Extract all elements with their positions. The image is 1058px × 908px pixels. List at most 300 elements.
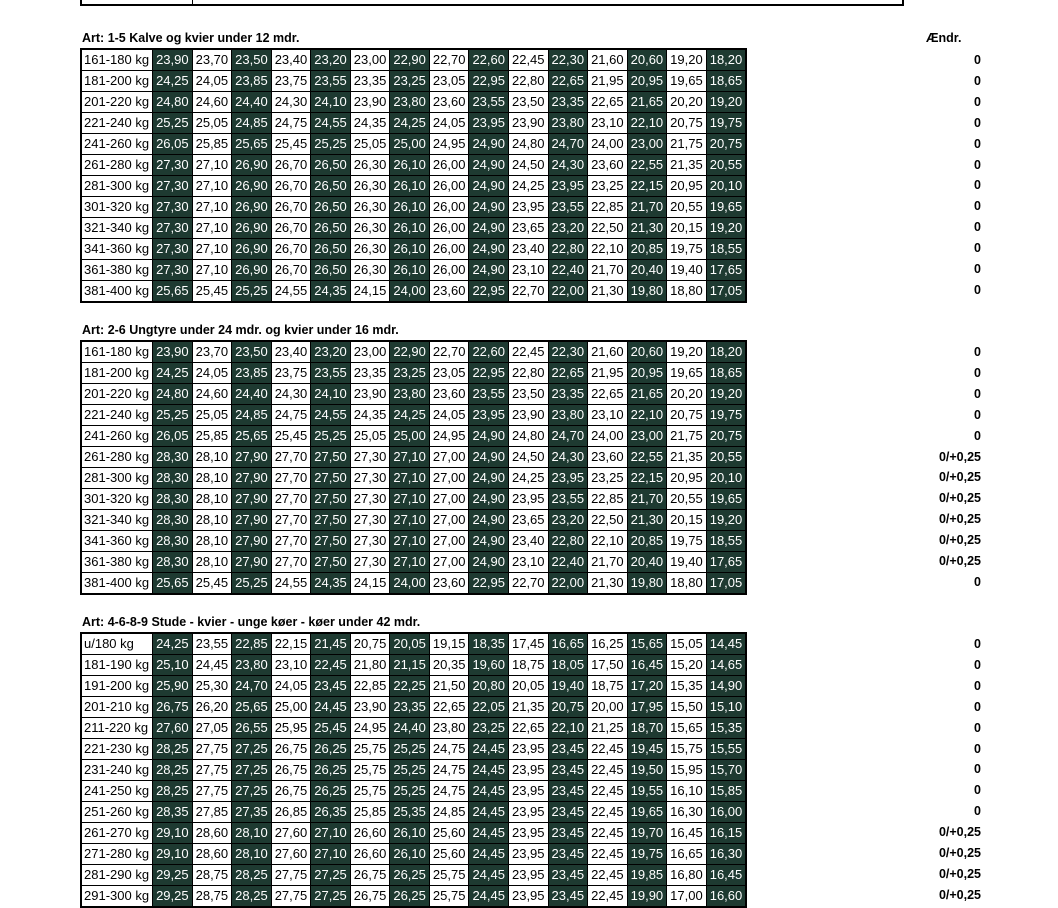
weight-class-label: 281-290 kg bbox=[81, 865, 153, 886]
price-cell: 15,50 bbox=[667, 697, 707, 718]
price-cell: 26,00 bbox=[429, 197, 469, 218]
price-cell: 26,10 bbox=[390, 823, 430, 844]
change-value: 0 bbox=[974, 345, 981, 359]
price-cell: 22,30 bbox=[548, 341, 588, 363]
price-cell: 27,30 bbox=[350, 531, 390, 552]
table-row bbox=[81, 489, 746, 510]
price-cell: 23,95 bbox=[508, 781, 548, 802]
price-cell: 23,65 bbox=[508, 218, 548, 239]
change-value: 0 bbox=[974, 428, 981, 443]
price-cell: 19,75 bbox=[706, 113, 746, 134]
price-cell: 24,30 bbox=[548, 155, 588, 176]
price-cell: 18,35 bbox=[469, 633, 509, 655]
price-cell: 27,70 bbox=[271, 531, 311, 552]
price-cell: 28,30 bbox=[153, 468, 193, 489]
price-cell: 24,75 bbox=[271, 405, 311, 426]
price-cell: 25,30 bbox=[192, 676, 232, 697]
price-cell: 26,25 bbox=[311, 739, 351, 760]
price-cell: 24,90 bbox=[469, 260, 509, 281]
price-cell: 25,95 bbox=[271, 718, 311, 739]
price-cell: 15,70 bbox=[706, 760, 746, 781]
price-cell: 20,95 bbox=[627, 363, 667, 384]
price-cell: 28,30 bbox=[153, 489, 193, 510]
price-cell: 27,70 bbox=[271, 447, 311, 468]
price-cell: 27,85 bbox=[192, 802, 232, 823]
price-cell: 23,40 bbox=[271, 49, 311, 71]
price-cell: 23,55 bbox=[192, 633, 232, 655]
price-cell: 26,00 bbox=[429, 218, 469, 239]
price-cell: 18,80 bbox=[667, 281, 707, 303]
price-cell: 28,10 bbox=[192, 552, 232, 573]
price-cell: 15,20 bbox=[667, 655, 707, 676]
price-cell: 23,80 bbox=[232, 655, 272, 676]
price-cell: 19,50 bbox=[627, 760, 667, 781]
price-cell: 27,10 bbox=[192, 260, 232, 281]
weight-class-label: 381-400 kg bbox=[81, 281, 153, 303]
price-cell: 16,30 bbox=[706, 844, 746, 865]
change-value: 0 bbox=[974, 720, 981, 735]
price-cell: 26,30 bbox=[350, 260, 390, 281]
price-cell: 21,95 bbox=[588, 71, 628, 92]
price-cell: 22,45 bbox=[508, 49, 548, 71]
price-cell: 20,55 bbox=[667, 197, 707, 218]
price-cell: 19,75 bbox=[627, 844, 667, 865]
price-cell: 26,90 bbox=[232, 176, 272, 197]
price-cell: 24,85 bbox=[429, 802, 469, 823]
price-cell: 16,30 bbox=[667, 802, 707, 823]
table-row bbox=[81, 844, 746, 865]
price-cell: 22,60 bbox=[469, 341, 509, 363]
price-cell: 20,00 bbox=[588, 697, 628, 718]
price-cell: 24,90 bbox=[469, 155, 509, 176]
price-cell: 28,35 bbox=[153, 802, 193, 823]
price-cell: 27,10 bbox=[192, 239, 232, 260]
price-cell: 17,05 bbox=[706, 573, 746, 595]
table-row bbox=[81, 49, 746, 71]
price-cell: 22,80 bbox=[548, 531, 588, 552]
change-value: 0 bbox=[974, 783, 981, 798]
price-cell: 23,60 bbox=[429, 573, 469, 595]
price-cell: 27,00 bbox=[429, 489, 469, 510]
price-cell: 23,25 bbox=[390, 363, 430, 384]
price-cell: 18,65 bbox=[706, 363, 746, 384]
change-value: 0/+0,25 bbox=[938, 491, 981, 506]
price-cell: 23,60 bbox=[429, 92, 469, 113]
price-cell: 15,05 bbox=[667, 633, 707, 655]
price-cell: 27,00 bbox=[429, 552, 469, 573]
price-cell: 26,70 bbox=[271, 260, 311, 281]
price-cell: 25,75 bbox=[350, 760, 390, 781]
price-cell: 28,30 bbox=[153, 510, 193, 531]
price-cell: 25,85 bbox=[350, 802, 390, 823]
price-cell: 25,85 bbox=[192, 134, 232, 155]
price-cell: 16,65 bbox=[548, 633, 588, 655]
price-cell: 27,70 bbox=[271, 552, 311, 573]
price-cell: 22,45 bbox=[588, 823, 628, 844]
price-cell: 27,30 bbox=[350, 489, 390, 510]
change-value: 0 bbox=[974, 178, 981, 193]
price-cell: 27,10 bbox=[390, 447, 430, 468]
price-cell: 21,95 bbox=[588, 363, 628, 384]
price-cell: 22,05 bbox=[469, 697, 509, 718]
price-cell: 19,20 bbox=[667, 341, 707, 363]
price-cell: 27,50 bbox=[311, 489, 351, 510]
price-cell: 27,30 bbox=[350, 510, 390, 531]
change-value: 0 bbox=[974, 73, 981, 88]
price-cell: 23,60 bbox=[429, 281, 469, 303]
price-cell: 23,10 bbox=[508, 260, 548, 281]
price-cell: 23,90 bbox=[350, 697, 390, 718]
price-cell: 21,65 bbox=[627, 92, 667, 113]
price-cell: 24,35 bbox=[350, 405, 390, 426]
price-cell: 17,05 bbox=[706, 281, 746, 303]
price-cell: 20,10 bbox=[706, 176, 746, 197]
change-value: 0 bbox=[974, 220, 981, 235]
price-cell: 23,90 bbox=[350, 384, 390, 405]
price-cell: 18,20 bbox=[706, 341, 746, 363]
table-row bbox=[81, 633, 746, 655]
price-cell: 23,60 bbox=[429, 384, 469, 405]
price-cell: 27,10 bbox=[390, 552, 430, 573]
price-cell: 24,95 bbox=[429, 426, 469, 447]
price-cell: 23,90 bbox=[350, 92, 390, 113]
price-cell: 22,70 bbox=[508, 573, 548, 595]
price-cell: 24,90 bbox=[469, 239, 509, 260]
change-value: 0 bbox=[974, 574, 981, 589]
price-cell: 23,95 bbox=[508, 489, 548, 510]
price-cell: 23,35 bbox=[548, 384, 588, 405]
price-cell: 23,40 bbox=[508, 239, 548, 260]
table-row bbox=[81, 781, 746, 802]
price-cell: 20,15 bbox=[667, 218, 707, 239]
weight-class-label: 271-280 kg bbox=[81, 844, 153, 865]
price-cell: 26,00 bbox=[429, 260, 469, 281]
price-cell: 27,25 bbox=[232, 739, 272, 760]
price-cell: 25,25 bbox=[153, 405, 193, 426]
price-cell: 26,30 bbox=[350, 239, 390, 260]
price-cell: 27,30 bbox=[153, 218, 193, 239]
price-cell: 24,60 bbox=[192, 384, 232, 405]
price-cell: 14,90 bbox=[706, 676, 746, 697]
price-cell: 17,00 bbox=[667, 886, 707, 908]
price-cell: 25,45 bbox=[311, 718, 351, 739]
price-cell: 15,35 bbox=[667, 676, 707, 697]
price-cell: 19,75 bbox=[706, 405, 746, 426]
price-cell: 21,50 bbox=[429, 676, 469, 697]
price-cell: 20,55 bbox=[706, 447, 746, 468]
price-cell: 22,70 bbox=[429, 49, 469, 71]
price-cell: 23,70 bbox=[192, 341, 232, 363]
price-cell: 25,25 bbox=[390, 760, 430, 781]
price-cell: 20,20 bbox=[667, 92, 707, 113]
price-cell: 14,45 bbox=[706, 633, 746, 655]
price-cell: 26,25 bbox=[390, 886, 430, 908]
price-cell: 24,25 bbox=[153, 633, 193, 655]
price-cell: 27,10 bbox=[390, 489, 430, 510]
price-cell: 23,10 bbox=[508, 552, 548, 573]
price-cell: 27,10 bbox=[311, 823, 351, 844]
price-cell: 24,00 bbox=[588, 426, 628, 447]
price-cell: 28,60 bbox=[192, 844, 232, 865]
price-cell: 20,95 bbox=[667, 176, 707, 197]
price-cell: 23,35 bbox=[390, 697, 430, 718]
weight-class-label: 341-360 kg bbox=[81, 239, 153, 260]
price-cell: 25,00 bbox=[271, 697, 311, 718]
price-cell: 24,25 bbox=[390, 405, 430, 426]
price-cell: 26,30 bbox=[350, 176, 390, 197]
price-cell: 19,15 bbox=[429, 633, 469, 655]
price-cell: 23,55 bbox=[548, 489, 588, 510]
price-cell: 23,80 bbox=[390, 384, 430, 405]
price-cell: 27,10 bbox=[390, 531, 430, 552]
price-cell: 22,65 bbox=[508, 718, 548, 739]
price-cell: 20,10 bbox=[706, 468, 746, 489]
weight-class-label: 241-260 kg bbox=[81, 426, 153, 447]
price-cell: 27,90 bbox=[232, 552, 272, 573]
price-cell: 20,75 bbox=[706, 134, 746, 155]
price-cell: 24,75 bbox=[429, 760, 469, 781]
price-cell: 25,25 bbox=[232, 573, 272, 595]
price-cell: 23,25 bbox=[588, 176, 628, 197]
price-cell: 24,15 bbox=[350, 573, 390, 595]
price-cell: 24,80 bbox=[153, 92, 193, 113]
price-cell: 23,95 bbox=[508, 739, 548, 760]
price-cell: 23,40 bbox=[508, 531, 548, 552]
change-value: 0 bbox=[974, 136, 981, 151]
price-cell: 26,10 bbox=[390, 218, 430, 239]
price-cell: 26,75 bbox=[350, 865, 390, 886]
price-cell: 24,05 bbox=[429, 405, 469, 426]
price-cell: 26,25 bbox=[311, 781, 351, 802]
price-cell: 26,50 bbox=[311, 155, 351, 176]
price-cell: 20,80 bbox=[469, 676, 509, 697]
price-cell: 24,90 bbox=[469, 510, 509, 531]
price-cell: 18,55 bbox=[706, 239, 746, 260]
price-cell: 22,15 bbox=[627, 176, 667, 197]
price-cell: 21,75 bbox=[667, 134, 707, 155]
price-cell: 16,65 bbox=[667, 844, 707, 865]
price-cell: 25,60 bbox=[429, 844, 469, 865]
price-cell: 27,30 bbox=[153, 197, 193, 218]
price-cell: 23,35 bbox=[548, 92, 588, 113]
weight-class-label: 321-340 kg bbox=[81, 218, 153, 239]
price-cell: 15,95 bbox=[667, 760, 707, 781]
change-value: 0 bbox=[974, 678, 981, 693]
price-cell: 27,25 bbox=[232, 781, 272, 802]
price-cell: 24,55 bbox=[271, 281, 311, 303]
price-cell: 25,25 bbox=[390, 781, 430, 802]
price-cell: 29,25 bbox=[153, 886, 193, 908]
price-cell: 22,45 bbox=[588, 781, 628, 802]
price-cell: 20,40 bbox=[627, 552, 667, 573]
price-cell: 24,75 bbox=[271, 113, 311, 134]
weight-class-label: 361-380 kg bbox=[81, 260, 153, 281]
price-cell: 20,95 bbox=[667, 468, 707, 489]
price-cell: 24,00 bbox=[588, 134, 628, 155]
price-cell: 27,30 bbox=[153, 260, 193, 281]
change-value: 0 bbox=[974, 199, 981, 214]
price-cell: 23,85 bbox=[232, 71, 272, 92]
price-cell: 24,90 bbox=[469, 426, 509, 447]
price-cell: 24,90 bbox=[469, 489, 509, 510]
price-cell: 23,95 bbox=[548, 468, 588, 489]
weight-class-label: 181-200 kg bbox=[81, 363, 153, 384]
weight-class-label: 211-220 kg bbox=[81, 718, 153, 739]
price-cell: 25,10 bbox=[153, 655, 193, 676]
price-cell: 24,75 bbox=[429, 781, 469, 802]
price-cell: 26,30 bbox=[350, 197, 390, 218]
price-cell: 23,90 bbox=[153, 341, 193, 363]
price-cell: 19,65 bbox=[667, 363, 707, 384]
price-cell: 20,85 bbox=[627, 531, 667, 552]
price-cell: 26,25 bbox=[311, 760, 351, 781]
price-cell: 24,45 bbox=[469, 844, 509, 865]
change-value: 0 bbox=[974, 407, 981, 422]
price-cell: 23,50 bbox=[232, 49, 272, 71]
price-cell: 16,80 bbox=[667, 865, 707, 886]
weight-class-label: 221-240 kg bbox=[81, 113, 153, 134]
price-cell: 23,95 bbox=[508, 823, 548, 844]
price-cell: 24,00 bbox=[390, 281, 430, 303]
price-cell: 25,65 bbox=[232, 426, 272, 447]
price-cell: 15,65 bbox=[667, 718, 707, 739]
price-cell: 19,20 bbox=[706, 384, 746, 405]
price-cell: 27,30 bbox=[350, 552, 390, 573]
price-cell: 25,45 bbox=[271, 134, 311, 155]
price-cell: 26,10 bbox=[390, 176, 430, 197]
price-cell: 27,75 bbox=[192, 760, 232, 781]
price-cell: 23,45 bbox=[311, 676, 351, 697]
price-cell: 26,50 bbox=[311, 239, 351, 260]
price-cell: 24,45 bbox=[469, 739, 509, 760]
price-cell: 22,95 bbox=[469, 363, 509, 384]
price-cell: 24,95 bbox=[429, 134, 469, 155]
price-cell: 28,60 bbox=[192, 823, 232, 844]
price-cell: 27,90 bbox=[232, 531, 272, 552]
price-cell: 21,15 bbox=[390, 655, 430, 676]
price-cell: 23,00 bbox=[350, 49, 390, 71]
price-cell: 28,10 bbox=[232, 823, 272, 844]
price-cell: 22,45 bbox=[588, 802, 628, 823]
price-cell: 22,65 bbox=[429, 697, 469, 718]
price-cell: 24,90 bbox=[469, 218, 509, 239]
price-cell: 21,30 bbox=[588, 573, 628, 595]
price-cell: 23,55 bbox=[311, 71, 351, 92]
change-value: 0/+0,25 bbox=[938, 449, 981, 464]
price-cell: 27,30 bbox=[153, 239, 193, 260]
price-cell: 25,25 bbox=[311, 426, 351, 447]
price-cell: 28,25 bbox=[153, 781, 193, 802]
price-cell: 23,40 bbox=[271, 341, 311, 363]
section-title: Art: 4-6-8-9 Stude - kvier - unge køer - køer under 42 mdr. bbox=[82, 615, 421, 629]
change-value: 0/+0,25 bbox=[938, 470, 981, 485]
price-cell: 27,00 bbox=[429, 447, 469, 468]
price-cell: 24,40 bbox=[232, 92, 272, 113]
price-cell: 19,80 bbox=[627, 573, 667, 595]
price-cell: 23,50 bbox=[508, 92, 548, 113]
price-cell: 23,55 bbox=[469, 384, 509, 405]
change-value: 0 bbox=[974, 262, 981, 276]
price-cell: 26,70 bbox=[271, 218, 311, 239]
price-cell: 24,90 bbox=[469, 176, 509, 197]
price-cell: 23,60 bbox=[588, 447, 628, 468]
change-value: 0/+0,25 bbox=[938, 846, 981, 860]
price-cell: 19,65 bbox=[667, 71, 707, 92]
price-cell: 26,10 bbox=[390, 239, 430, 260]
price-cell: 22,80 bbox=[508, 363, 548, 384]
price-cell: 24,60 bbox=[192, 92, 232, 113]
price-cell: 27,75 bbox=[192, 781, 232, 802]
price-cell: 21,80 bbox=[350, 655, 390, 676]
price-cell: 19,20 bbox=[667, 49, 707, 71]
price-cell: 21,70 bbox=[627, 197, 667, 218]
price-cell: 22,85 bbox=[232, 633, 272, 655]
price-cell: 18,75 bbox=[508, 655, 548, 676]
table-row bbox=[81, 363, 746, 384]
price-cell: 26,75 bbox=[350, 886, 390, 908]
price-cell: 24,85 bbox=[232, 113, 272, 134]
price-cell: 29,25 bbox=[153, 865, 193, 886]
price-cell: 27,70 bbox=[271, 468, 311, 489]
price-cell: 22,40 bbox=[548, 260, 588, 281]
price-cell: 22,55 bbox=[627, 155, 667, 176]
price-cell: 27,90 bbox=[232, 510, 272, 531]
price-cell: 23,45 bbox=[548, 823, 588, 844]
price-cell: 28,25 bbox=[232, 886, 272, 908]
price-cell: 24,90 bbox=[469, 531, 509, 552]
price-cell: 26,90 bbox=[232, 218, 272, 239]
price-cell: 18,65 bbox=[706, 71, 746, 92]
change-value: 0 bbox=[974, 53, 981, 67]
price-cell: 25,25 bbox=[311, 134, 351, 155]
price-cell: 21,30 bbox=[588, 281, 628, 303]
price-cell: 22,45 bbox=[588, 865, 628, 886]
section-title: Art: 1-5 Kalve og kvier under 12 mdr. bbox=[82, 31, 300, 45]
price-cell: 22,70 bbox=[508, 281, 548, 303]
price-cell: 27,30 bbox=[153, 176, 193, 197]
price-cell: 24,10 bbox=[311, 92, 351, 113]
price-cell: 18,80 bbox=[667, 573, 707, 595]
price-cell: 22,45 bbox=[508, 341, 548, 363]
price-cell: 20,15 bbox=[667, 510, 707, 531]
price-cell: 25,05 bbox=[192, 405, 232, 426]
price-cell: 23,20 bbox=[548, 510, 588, 531]
table-row bbox=[81, 176, 746, 197]
weight-class-label: 361-380 kg bbox=[81, 552, 153, 573]
weight-class-label: 201-220 kg bbox=[81, 92, 153, 113]
price-cell: 14,65 bbox=[706, 655, 746, 676]
price-cell: 22,10 bbox=[548, 718, 588, 739]
price-cell: 19,90 bbox=[627, 886, 667, 908]
price-cell: 23,25 bbox=[469, 718, 509, 739]
price-cell: 19,40 bbox=[548, 676, 588, 697]
price-cell: 28,10 bbox=[192, 510, 232, 531]
price-cell: 24,40 bbox=[232, 384, 272, 405]
price-cell: 25,65 bbox=[153, 573, 193, 595]
table-row bbox=[81, 71, 746, 92]
price-cell: 24,50 bbox=[508, 447, 548, 468]
price-cell: 26,75 bbox=[153, 697, 193, 718]
price-cell: 16,60 bbox=[706, 886, 746, 908]
price-cell: 25,65 bbox=[232, 134, 272, 155]
price-cell: 23,25 bbox=[588, 468, 628, 489]
price-cell: 24,25 bbox=[390, 113, 430, 134]
price-cell: 24,45 bbox=[311, 697, 351, 718]
price-cell: 23,45 bbox=[548, 739, 588, 760]
weight-class-label: 181-200 kg bbox=[81, 71, 153, 92]
price-cell: 26,75 bbox=[271, 781, 311, 802]
price-cell: 27,50 bbox=[311, 531, 351, 552]
